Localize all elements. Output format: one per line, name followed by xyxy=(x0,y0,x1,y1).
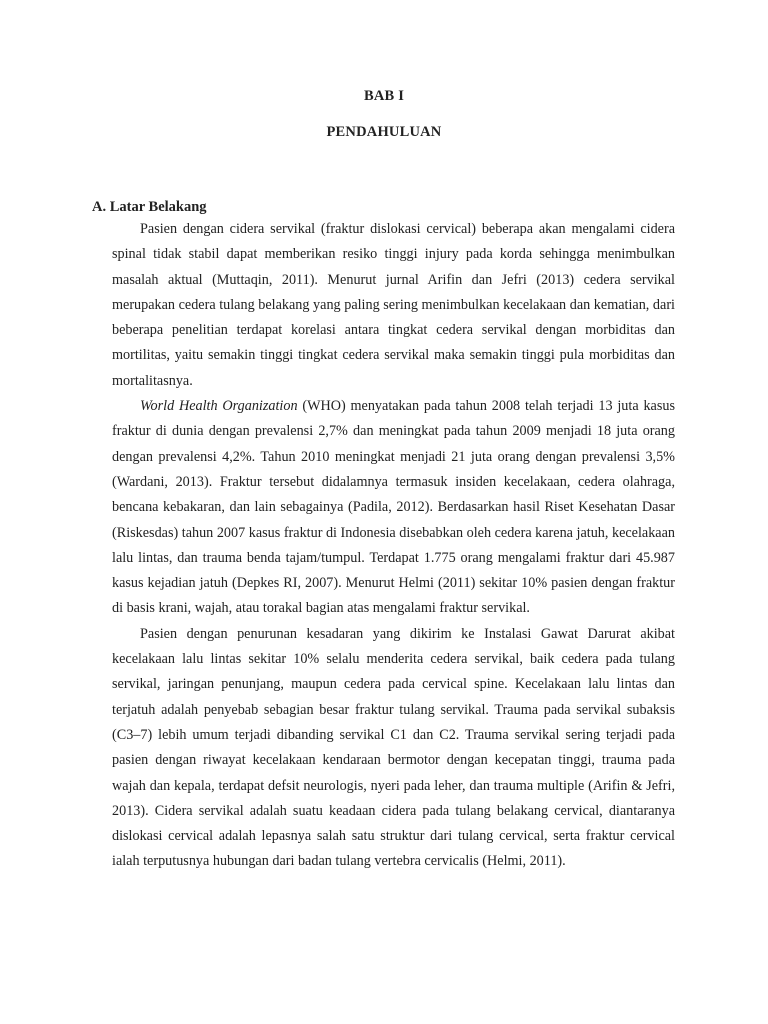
paragraph-2-text: (WHO) menyatakan pada tahun 2008 telah terjadi 13 juta kasus fraktur di dunia dengan prevalensi 2,7% dan meningkat pada tahun 2009 menjadi 18 juta orang dengan prevalensi 4,2%. Tahun 2010 meningkat menjadi 21 juta orang dengan prevalensi 3,5% (Wardani, 2013). Fraktur tersebut didalamnya termasuk insiden kecelakaan, cedera olahraga, bencana kebakaran, dan lain sebagainya (Padila, 2012). Berdasarkan hasil Riset Kesehatan Dasar (Riskesdas) tahun 2007 kasus fraktur di Indonesia disebabkan oleh cedera karena jatuh, kecelakaan lalu lintas, dan trauma benda tajam/tumpul. Terdapat 1.775 orang mengalami fraktur dari 45.987 kasus kejadian jatuh (Depkes RI, 2007). Menurut Helmi (2011) sekitar 10% pasien dengan fraktur di basis krani, wajah, atau torakal bagian atas mengalami fraktur servikal. xyxy=(112,398,675,617)
chapter-title: PENDAHULUAN xyxy=(326,124,442,140)
who-italic-term: World Health Organization xyxy=(140,398,298,415)
body-text xyxy=(112,217,675,875)
paragraph-1: Pasien dengan cidera servikal (fraktur dislokasi cervical) beberapa akan mengalami cidera spinal tidak stabil dapat memberikan resiko tinggi injury pada korda sehingga menimbulkan masalah aktual (Muttaqin, 2011). Menurut jurnal Arifin dan Jefri (2013) cedera servikal merupakan cedera tulang belakang yang paling sering menimbulkan kecelakaan dan kematian, dari beberapa penelitian terdapat korelasi antara tingkat cedera servikal dengan morbiditas dan mortilitas, yaitu semakin tinggi tingkat cedera servikal maka semakin tinggi pula morbiditas dan mortalitasnya. xyxy=(112,221,675,389)
paragraph-3: Pasien dengan penurunan kesadaran yang dikirim ke Instalasi Gawat Darurat akibat kecelakaan lalu lintas sekitar 10% selalu menderita cedera servikal, baik cedera pada tulang servikal, jaringan penunjang, maupun cedera pada cervical spine. Kecelakaan lalu lintas dan terjatuh adalah penyebab sebagian besar fraktur tulang servikal. Trauma pada servikal subaksis (C3–7) lebih umum terjadi dibanding servikal C1 dan C2. Trauma servikal sering terjadi pada pasien dengan riwayat kecelakaan kendaraan bermotor dengan kecepatan tinggi, trauma pada wajah dan kepala, terdapat defsit neurologis, nyeri pada leher, dan trauma multiple (Arifin & Jefri, 2013). Cidera servikal adalah suatu keadaan cidera pada tulang belakang cervical, diantaranya dislokasi cervical adalah lepasnya salah satu struktur dari tulang cervical, serta fraktur cervical ialah terputusnya hubungan dari badan tulang vertebra cervicalis (Helmi, 2011). xyxy=(112,625,675,870)
paragraph-2 xyxy=(112,394,675,622)
section-heading: A. Latar Belakang xyxy=(92,199,207,215)
chapter-number: BAB I xyxy=(363,88,405,104)
